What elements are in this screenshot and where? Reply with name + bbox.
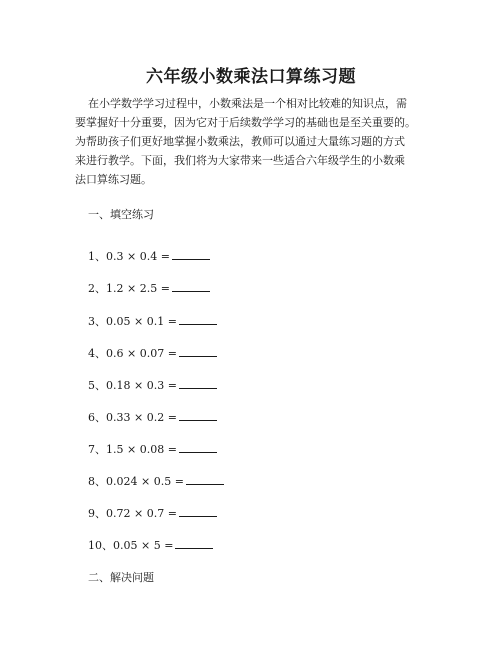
exercise-text: 3、0.05 × 0.1 = xyxy=(88,315,177,328)
answer-blank xyxy=(172,249,210,260)
exercise-text: 4、0.6 × 0.07 = xyxy=(88,347,177,360)
answer-blank xyxy=(179,442,217,453)
exercise-item xyxy=(88,537,213,553)
exercise-item xyxy=(88,505,217,521)
exercise-text: 2、1.2 × 2.5 = xyxy=(88,282,170,295)
intro-line: 来进行教学。下面，我们将为大家带来一些适合六年级学生的小数乘 xyxy=(75,154,405,167)
exercise-text: 6、0.33 × 0.2 = xyxy=(88,411,177,424)
exercise-item xyxy=(88,473,224,489)
intro-line: 为帮助孩子们更好地掌握小数乘法，教师可以通过大量练习题的方式 xyxy=(75,135,405,148)
document-title: 六年级小数乘法口算练习题 xyxy=(146,67,356,87)
answer-blank xyxy=(175,538,213,549)
exercise-text: 1、0.3 × 0.4 = xyxy=(88,250,170,263)
answer-blank xyxy=(172,281,210,292)
exercise-item xyxy=(88,280,210,296)
answer-blank xyxy=(186,474,224,485)
intro-paragraph xyxy=(75,94,435,189)
exercise-item xyxy=(88,441,217,457)
exercise-text: 5、0.18 × 0.3 = xyxy=(88,379,177,392)
exercise-text: 9、0.72 × 0.7 = xyxy=(88,507,177,520)
answer-blank xyxy=(179,314,217,325)
answer-blank xyxy=(179,346,217,357)
exercise-text: 8、0.024 × 0.5 = xyxy=(88,475,184,488)
exercise-item xyxy=(88,313,217,329)
exercise-item xyxy=(88,345,217,361)
answer-blank xyxy=(179,378,217,389)
exercise-text: 7、1.5 × 0.08 = xyxy=(88,443,177,456)
exercise-item xyxy=(88,248,210,264)
answer-blank xyxy=(179,410,217,421)
exercise-text: 10、0.05 × 5 = xyxy=(88,539,174,552)
section-heading-problems: 二、解决问题 xyxy=(88,571,154,584)
exercise-item xyxy=(88,377,217,393)
exercise-item xyxy=(88,409,217,425)
intro-line: 法口算练习题。 xyxy=(75,173,152,186)
intro-line: 在小学数学学习过程中，小数乘法是一个相对比较难的知识点，需 xyxy=(88,97,407,110)
section-heading-fill-in: 一、填空练习 xyxy=(88,208,154,221)
intro-line: 要掌握好十分重要，因为它对于后续数学学习的基础也是至关重要的。 xyxy=(75,116,416,129)
answer-blank xyxy=(179,506,217,517)
